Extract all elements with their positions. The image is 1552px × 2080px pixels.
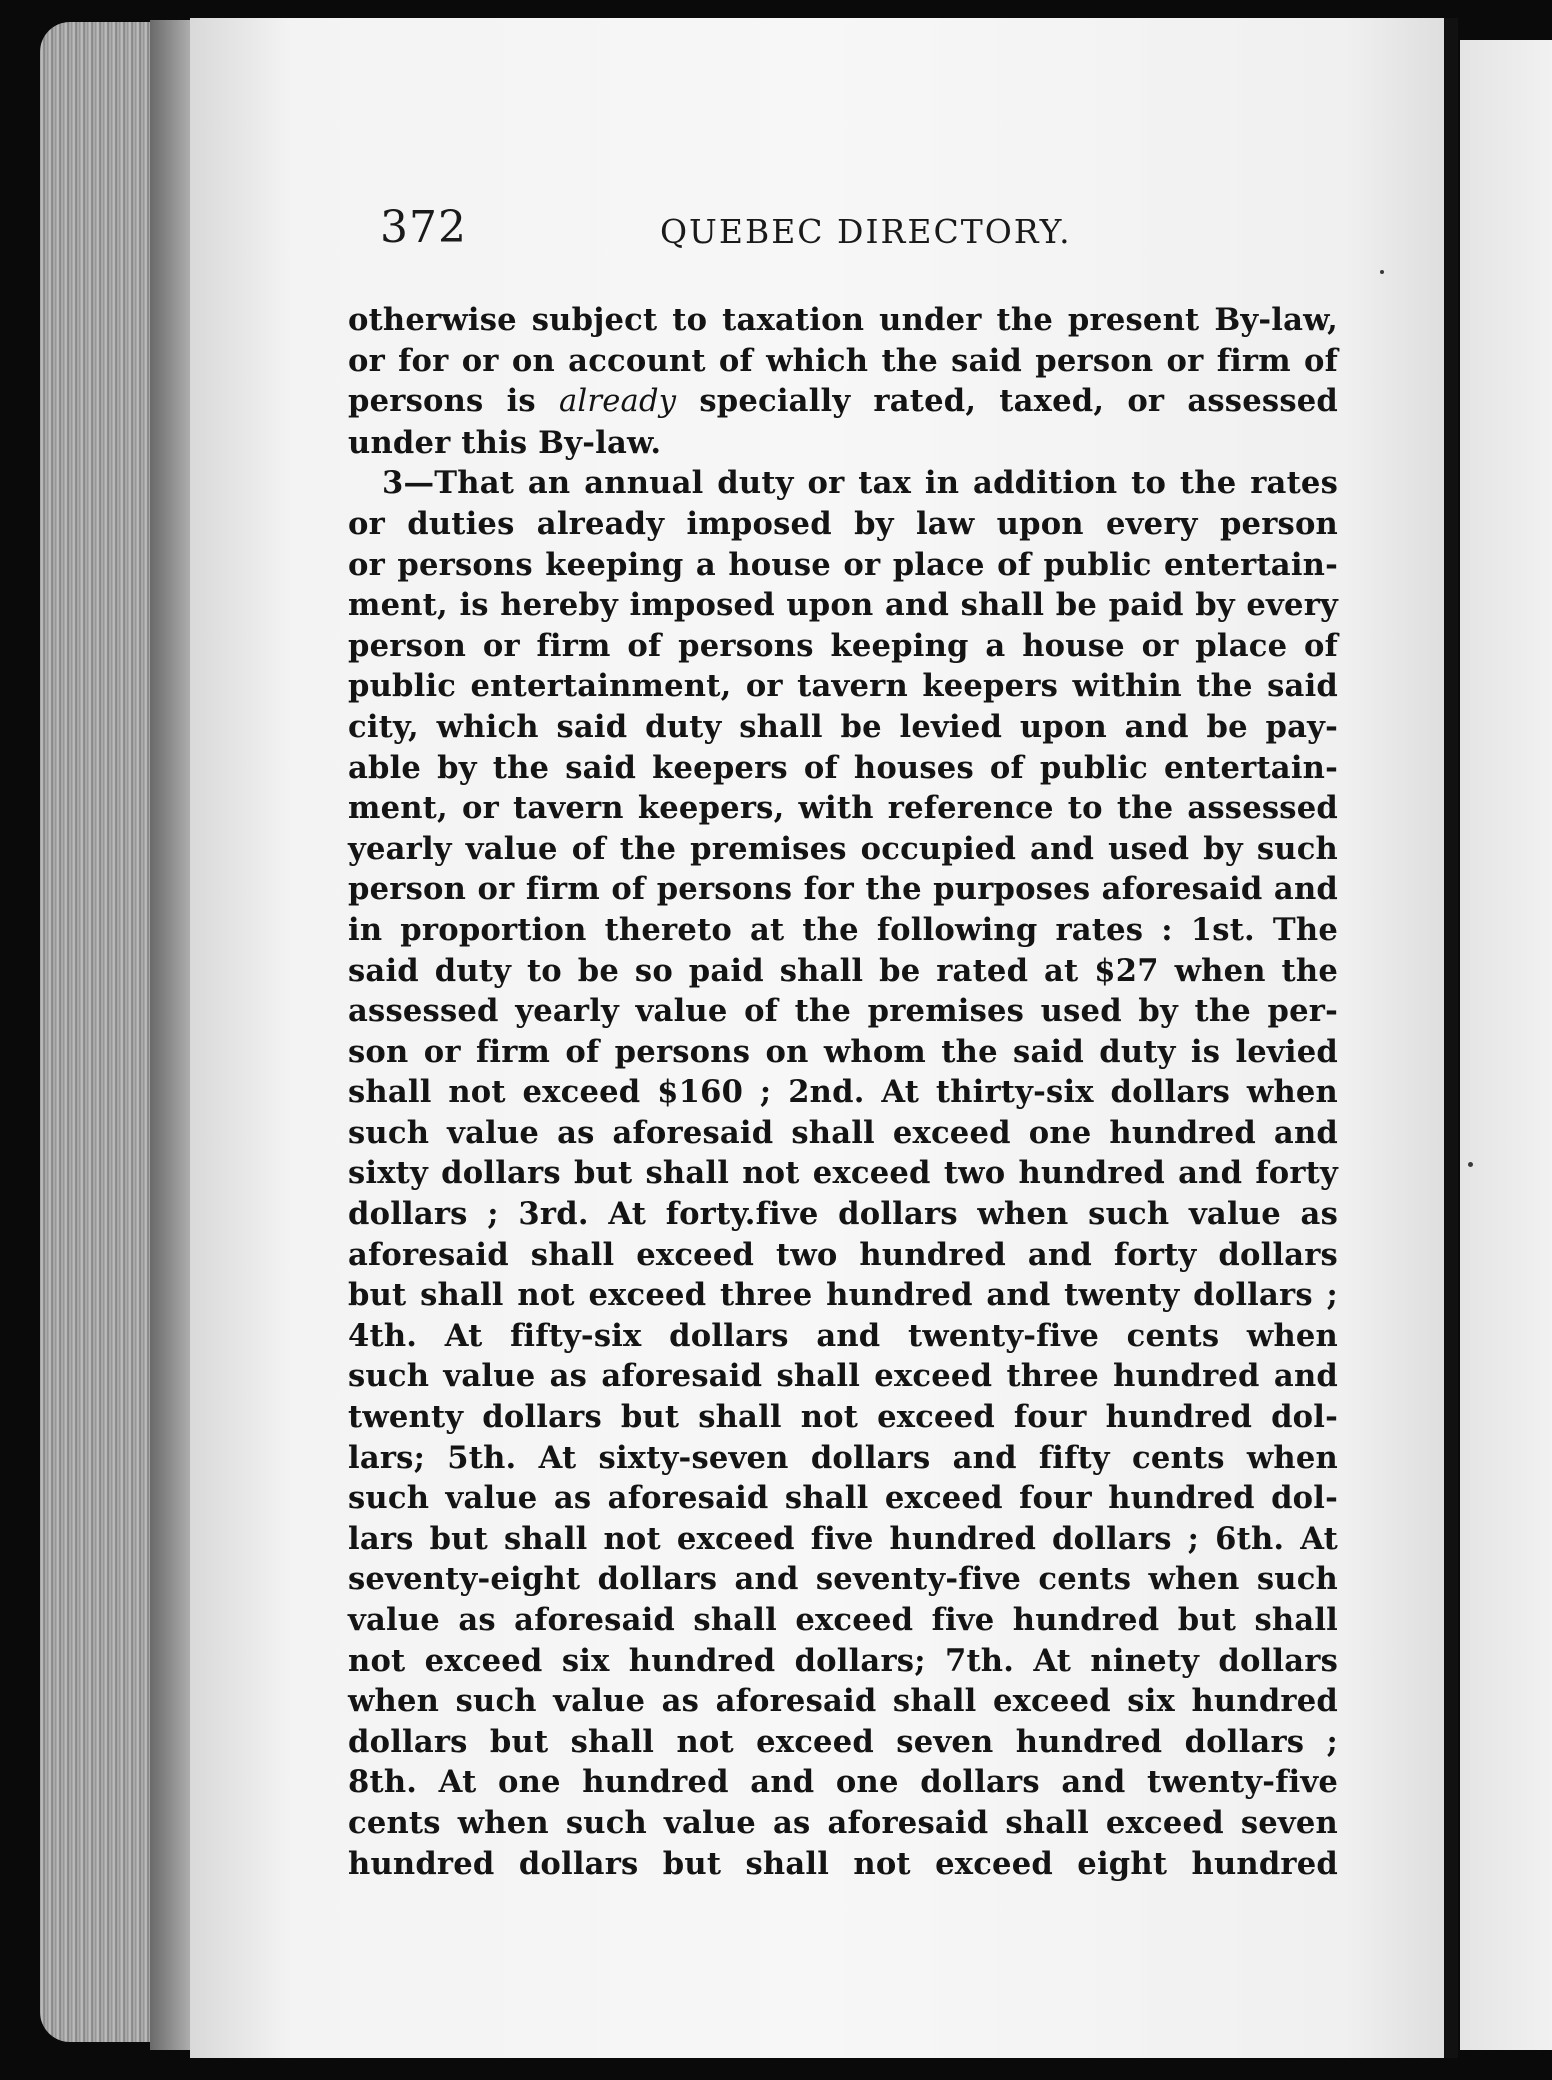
text-line: lars; 5th. At sixty-seven dollars and fifty cents when <box>348 1439 1338 1476</box>
paper-speck <box>1468 1162 1473 1167</box>
text-line: such value as aforesaid shall exceed four hundred dol- <box>348 1480 1338 1517</box>
text-line: ment, is hereby imposed upon and shall be paid by every <box>348 587 1338 624</box>
text-line: such value as aforesaid shall exceed one hundred and <box>348 1114 1338 1151</box>
text-line: such value as aforesaid shall exceed three hundred and <box>348 1358 1338 1395</box>
text-line: person or firm of persons keeping a house or place of <box>348 627 1338 664</box>
running-head: QUEBEC DIRECTORY. <box>660 212 1072 251</box>
text-line: seventy-eight dollars and seventy-five cents when such <box>348 1561 1338 1598</box>
text-line: but shall not exceed three hundred and twenty dollars ; <box>348 1277 1338 1314</box>
text-line: twenty dollars but shall not exceed four hundred dol- <box>348 1399 1338 1436</box>
text-line: 4th. At fifty-six dollars and twenty-five cents when <box>348 1317 1338 1354</box>
page-header <box>380 202 1080 262</box>
page-gutter <box>1444 18 1458 2058</box>
text-line: person or firm of persons for the purposes aforesaid and <box>348 871 1338 908</box>
text-line: hundred dollars but shall not exceed eight hundred <box>348 1845 1338 1882</box>
text-line: shall not exceed $160 ; 2nd. At thirty-six dollars when <box>348 1074 1338 1111</box>
text-line: aforesaid shall exceed two hundred and forty dollars <box>348 1236 1338 1273</box>
text-line: or duties already imposed by law upon every person <box>348 505 1338 542</box>
body-text <box>348 300 1338 1884</box>
text-line: otherwise subject to taxation under the present By-law, <box>348 302 1338 338</box>
text-line: 3—That an annual duty or tax in addition to the rates <box>382 465 1338 502</box>
text-line: assessed yearly value of the premises used by the per- <box>348 993 1338 1030</box>
text-line: under this By-law. <box>348 424 662 461</box>
text-line: or for or on account of which the said person or firm of <box>348 342 1338 379</box>
text-line: dollars but shall not exceed seven hundred dollars ; <box>348 1723 1338 1760</box>
text-line: lars but shall not exceed five hundred dollars ; 6th. At <box>348 1520 1338 1557</box>
text-line: in proportion thereto at the following rates : 1st. The <box>348 911 1338 948</box>
text-line: able by the said keepers of houses of public entertain- <box>348 749 1338 786</box>
text-line: when such value as aforesaid shall exceed six hundred <box>348 1683 1338 1720</box>
text-line: city, which said duty shall be levied upon and be pay- <box>348 708 1338 745</box>
text-line: 8th. At one hundred and one dollars and twenty-five <box>348 1764 1338 1801</box>
text-line: ment, or tavern keepers, with reference to the assessed <box>348 790 1338 827</box>
text-line: not exceed six hundred dollars; 7th. At ninety dollars <box>348 1642 1338 1679</box>
text-line: cents when such value as aforesaid shall exceed seven <box>348 1804 1338 1841</box>
text-line: sixty dollars but shall not exceed two hundred and forty <box>348 1155 1338 1192</box>
text-line: said duty to be so paid shall be rated at $27 when the <box>348 952 1338 989</box>
right-page-edge <box>1460 40 1552 2050</box>
text-line: or persons keeping a house or place of public entertain- <box>348 546 1338 583</box>
text-line: dollars ; 3rd. At forty.five dollars when such value as <box>348 1196 1338 1233</box>
paper-speck <box>1380 270 1384 274</box>
text-line: son or firm of persons on whom the said duty is levied <box>348 1033 1338 1070</box>
text-line: public entertainment, or tavern keepers within the said <box>348 668 1338 705</box>
text-line: value as aforesaid shall exceed five hundred but shall <box>348 1602 1338 1638</box>
page-number: 372 <box>380 202 467 253</box>
text-line: persons is already specially rated, taxed, or assessed <box>348 383 1339 420</box>
text-line: yearly value of the premises occupied and used by such <box>348 830 1338 867</box>
